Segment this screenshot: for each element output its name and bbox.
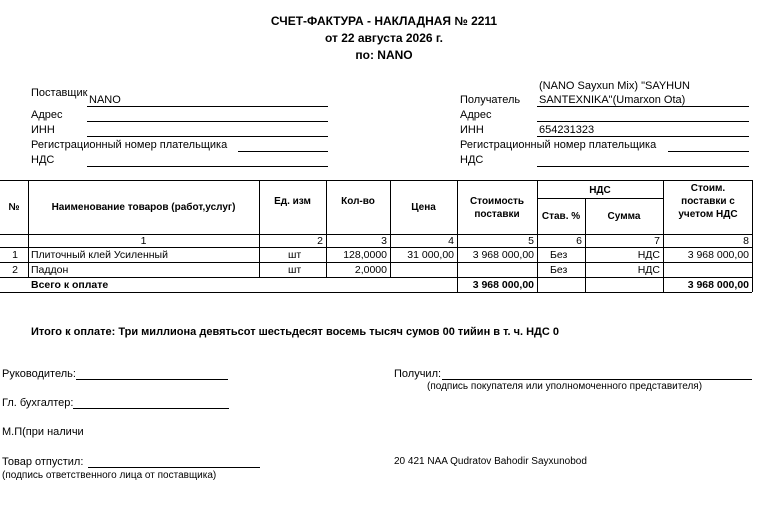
document-title: СЧЕТ-ФАКТУРА - НАКЛАДНАЯ № 2211 [270, 14, 498, 28]
row-qty: 128,0000 [343, 249, 387, 261]
col-number: 6 [576, 235, 582, 247]
receiver-inn-value: 654231323 [539, 124, 595, 136]
header-vat-sum: Сумма [607, 211, 641, 222]
row-vat-rate: Без [550, 249, 568, 261]
row-cost: 3 968 000,00 [472, 249, 534, 261]
table-row2-bottom [0, 277, 752, 278]
released-label: Товар отпустил: [2, 456, 84, 468]
receiver-address-label: Адрес [460, 109, 492, 121]
table-row1-bottom [0, 262, 752, 263]
supplier-address-label: Адрес [31, 109, 63, 121]
received-note: (подпись покупателя или уполномоченного представителя) [427, 381, 703, 392]
receiver-reg-label: Регистрационный номер плательщика [460, 139, 657, 151]
receiver-vat-label: НДС [460, 154, 484, 166]
receiver-vat-underline [537, 166, 749, 167]
table-border-top [0, 180, 752, 181]
table-border-bottom [0, 292, 752, 293]
received-label: Получил: [394, 368, 442, 380]
supplier-reg-label: Регистрационный номер плательщика [31, 139, 228, 151]
accountant-signature-line [73, 408, 229, 409]
header-total-with-vat: Стоим. поставки с учетом НДС [678, 183, 738, 220]
table-col-line [28, 180, 29, 277]
table-col-line [326, 180, 327, 277]
row-num: 1 [12, 249, 18, 261]
total-cost: 3 968 000,00 [472, 279, 534, 291]
document-basis: по: NANO [355, 48, 413, 62]
row-qty: 2,0000 [354, 264, 387, 276]
supplier-reg-underline [238, 151, 328, 152]
col-number: 2 [317, 235, 323, 247]
row-name: Паддон [31, 264, 69, 276]
stamp-label: М.П(при наличи [2, 426, 84, 438]
row-total: 3 968 000,00 [687, 249, 749, 261]
receiver-address-underline [537, 121, 749, 122]
header-name: Наименование товаров (работ,услуг) [51, 202, 236, 213]
table-col-line [390, 180, 391, 277]
table-numbers-bottom [0, 247, 752, 248]
col-number: 3 [381, 235, 387, 247]
row-vat-sum: НДС [637, 249, 660, 261]
col-number: 7 [654, 235, 660, 247]
receiver-underline [537, 106, 749, 107]
received-signature-line [442, 379, 752, 380]
released-note: (подпись ответственного лица от поставщика) [2, 470, 217, 481]
supplier-inn-label: ИНН [31, 124, 55, 136]
receiver-reg-underline [668, 151, 749, 152]
row-vat-sum: НДС [637, 264, 660, 276]
header-vat: НДС [589, 185, 611, 196]
total-with-vat: 3 968 000,00 [687, 279, 749, 291]
header-unit: Ед. изм [274, 196, 311, 207]
col-number: 5 [528, 235, 534, 247]
supplier-underline [87, 106, 328, 107]
supplier-inn-underline [87, 136, 328, 137]
header-qty: Кол-во [341, 196, 375, 207]
row-num: 2 [12, 264, 18, 276]
col-number: 1 [140, 235, 147, 247]
total-in-words: Итого к оплате: Три миллиона девятьсот шестьдесят восемь тысяч сумов 00 тийин в т. ч. НДС 0 [31, 326, 560, 338]
document-date: от 22 августа 2026 г. [324, 31, 444, 45]
supplier-label: Поставщик [31, 87, 88, 99]
receiver-value-line1: (NANO Sayxun Mix) "SAYHUN [539, 80, 691, 92]
receiver-inn-label: ИНН [460, 124, 484, 136]
row-price: 31 000,00 [407, 249, 454, 261]
header-cost: Стоимость поставки [469, 196, 525, 220]
director-signature-line [76, 379, 228, 380]
receiver-label: Получатель [460, 94, 521, 106]
receiver-inn-underline [537, 136, 749, 137]
total-label: Всего к оплате [31, 279, 109, 291]
row-name: Плиточный клей Усиленный [31, 249, 168, 261]
released-signature-line [88, 467, 260, 468]
row-vat-rate: Без [550, 264, 568, 276]
col-number: 4 [448, 235, 454, 247]
received-by: 20 421 NAA Qudratov Bahodir Sayxunobod [394, 456, 587, 467]
receiver-value-line2: SANTEXNIKA"(Umarxon Ota) [539, 94, 686, 106]
supplier-vat-underline [87, 166, 328, 167]
accountant-label: Гл. бухгалтер: [2, 397, 74, 409]
row-unit: шт [288, 249, 302, 261]
header-price: Цена [411, 202, 436, 213]
col-number: 8 [743, 235, 749, 247]
table-border-right [752, 180, 753, 292]
director-label: Руководитель: [2, 368, 76, 380]
supplier-address-underline [87, 121, 328, 122]
header-vat-rate: Став. % [541, 211, 581, 222]
supplier-value: NANO [89, 94, 121, 106]
supplier-vat-label: НДС [31, 154, 55, 166]
table-vat-split-line [537, 198, 663, 199]
header-num: № [8, 202, 20, 213]
row-unit: шт [288, 264, 302, 276]
